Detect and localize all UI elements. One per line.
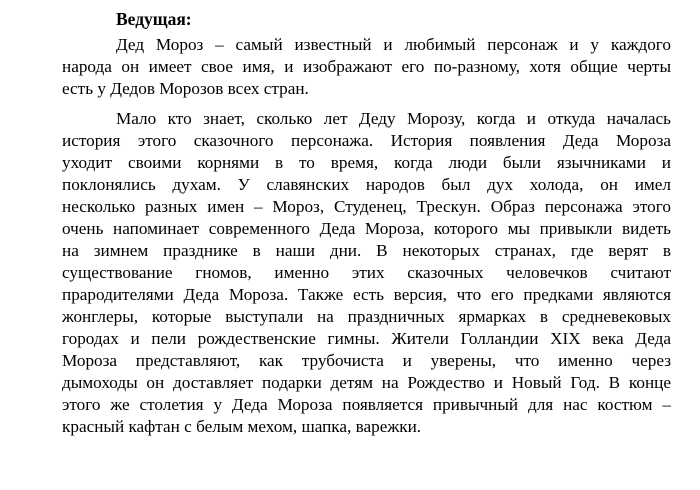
paragraph-line: этого же столетия у Деда Мороза появляется привычный для нас костюм – bbox=[62, 395, 671, 414]
paragraph-line: уходит своими корнями в то время, когда люди были язычниками и bbox=[62, 153, 671, 172]
paragraph-line: дымоходы он доставляет подарки детям на Рождество и Новый Год. В конце bbox=[62, 373, 671, 392]
paragraph-line: Дед Мороз – самый известный и любимый персонаж и у каждого bbox=[116, 35, 671, 54]
paragraph-line: прародителями Деда Мороза. Также есть версия, что его предками являются bbox=[62, 285, 671, 304]
paragraph-line: Мало кто знает, сколько лет Деду Морозу, когда и откуда началась bbox=[116, 109, 671, 128]
paragraph-line: есть у Дедов Морозов всех стран. bbox=[62, 79, 309, 98]
speaker-label: Ведущая: bbox=[116, 9, 192, 29]
paragraph-line: Мороза представляют, как трубочиста и уверены, что именно через bbox=[62, 351, 671, 370]
paragraph-line: история этого сказочного персонажа. История появления Деда Мороза bbox=[62, 131, 671, 150]
paragraph-line: существование гномов, именно этих сказочных человечков считают bbox=[62, 263, 671, 282]
paragraph-line: жонглеры, которые выступали на праздничных ярмарках в средневековых bbox=[62, 307, 671, 326]
paragraph-line: городах и пели рождественские гимны. Жители Голландии XIX века Деда bbox=[62, 329, 671, 348]
paragraph-line: красный кафтан с белым мехом, шапка, варежки. bbox=[62, 417, 422, 436]
paragraph-line: народа он имеет свое имя, и изображают его по-разному, хотя общие черты bbox=[62, 57, 671, 76]
paragraph-line: очень напоминает современного Деда Мороза, которого мы привыкли видеть bbox=[62, 219, 671, 238]
paragraph-line: поклонялись духам. У славянских народов был дух холода, он имел bbox=[62, 175, 671, 194]
paragraph-intro bbox=[62, 34, 671, 100]
paragraph-line: на зимнем празднике в наши дни. В некоторых странах, где верят в bbox=[62, 241, 671, 260]
document-page bbox=[62, 8, 671, 438]
paragraph-line: несколько разных имен – Мороз, Студенец, Трескун. Образ персонажа этого bbox=[62, 197, 671, 216]
paragraph-history bbox=[62, 108, 671, 438]
